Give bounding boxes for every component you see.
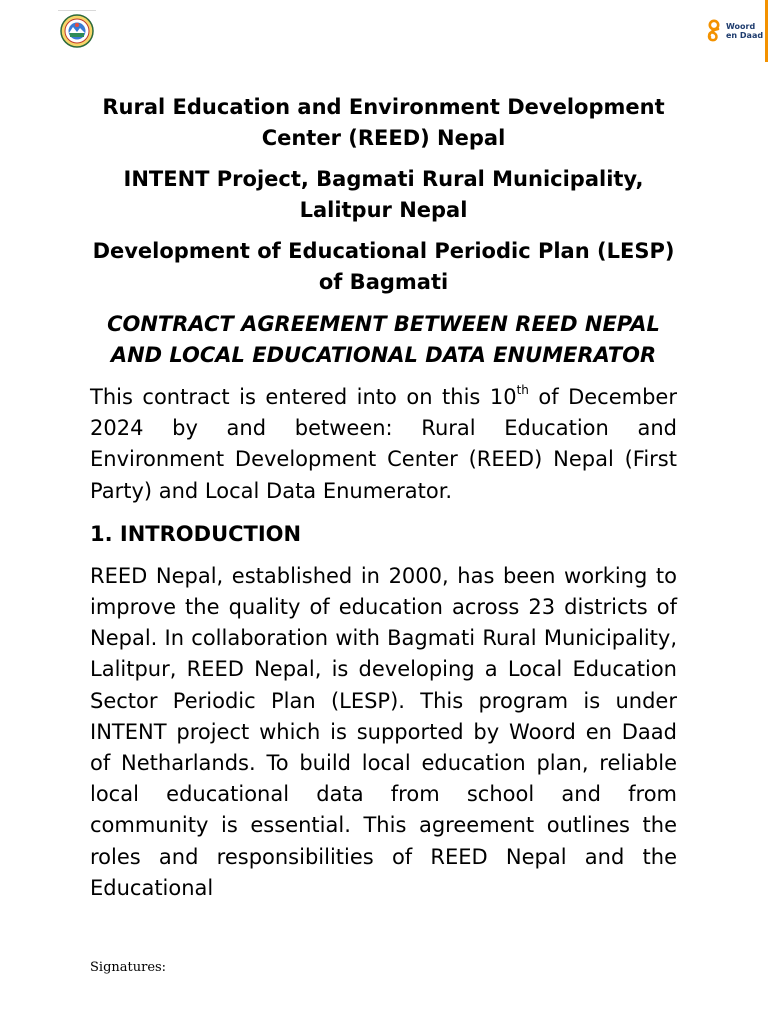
municipality-emblem-icon bbox=[60, 14, 94, 48]
contract-title: CONTRACT AGREEMENT BETWEEN REED NEPAL AND LOCAL EDUCATIONAL DATA ENUMERATOR bbox=[107, 312, 660, 367]
wordmark-line-2: en Daad bbox=[726, 31, 764, 40]
intro-text-end: of December 2024 by and between: Rural Education and Environment Development Center (REED) Nepal (First Party) and Local Data Enumerator. bbox=[90, 385, 677, 503]
project-title: INTENT Project, Bagmati Rural Municipality, Lalitpur Nepal bbox=[123, 167, 644, 222]
section-heading-introduction: 1. INTRODUCTION bbox=[90, 521, 302, 546]
org-title: Rural Education and Environment Development Center (REED) Nepal bbox=[102, 95, 665, 150]
introduction-paragraph: REED Nepal, established in 2000, has been working to improve the quality of education across 23 districts of Nepal. In collaboration with Bagmati Rural Municipality, Lalitpur, REED Nepal, is developing a Local Education Sector Periodic Plan (LESP). This program is under INTENT project which is supported by Woord en Daad of Netharlands. To build local education plan, reliable local educational data from school and from community is essential. This agreement outlines the roles and responsibilities of REED Nepal and the Educational bbox=[90, 563, 677, 900]
woord-en-daad-logo bbox=[704, 18, 764, 44]
document-body bbox=[90, 92, 677, 904]
intro-paragraph bbox=[90, 382, 677, 507]
signatures-label: Signatures: bbox=[90, 960, 167, 975]
ordinal-suffix: th bbox=[516, 383, 529, 397]
woord-en-daad-wordmark bbox=[726, 22, 763, 40]
woord-en-daad-logo-icon bbox=[704, 19, 724, 43]
header-rule bbox=[58, 10, 96, 11]
intro-text-start: This contract is entered into on this 10 bbox=[90, 385, 517, 409]
plan-title: Development of Educational Periodic Plan (LESP) of Bagmati bbox=[92, 239, 675, 294]
wordmark-line-1: Woord bbox=[726, 22, 756, 31]
